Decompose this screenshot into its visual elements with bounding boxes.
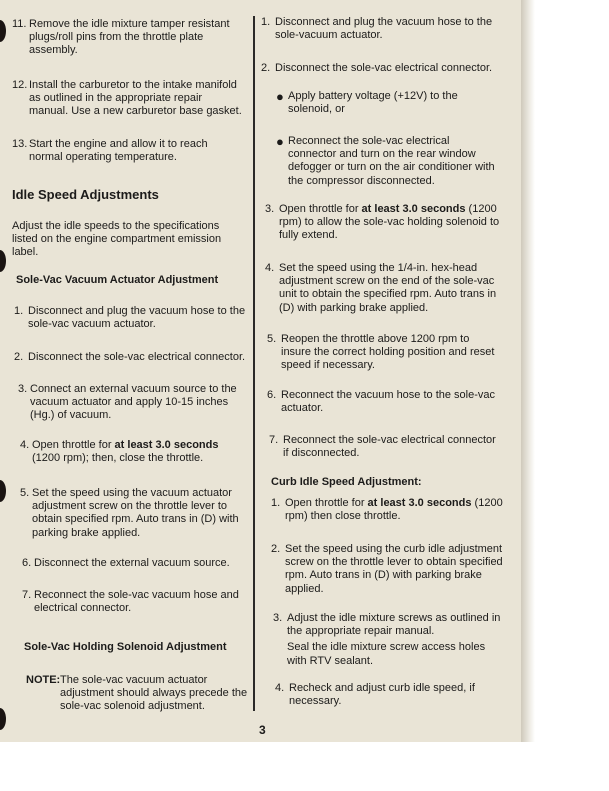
curb-step-4: 4. Recheck and adjust curb idle speed, if necessary. (275, 682, 475, 708)
solenoid-step-2: 2. Disconnect the sole-vac electrical connector. (261, 62, 493, 74)
column-divider (253, 16, 255, 711)
page-number: 3 (259, 723, 266, 737)
step-12: 12. Install the carburetor to the intake manifold as outlined in the appropriate repair manual. Use a new carburetor base gasket. (12, 79, 242, 118)
solenoid-step-3: 3. Open throttle for at least 3.0 seconds (1200 rpm) to allow the sole-vac holding solenoid to fully extend. (265, 203, 500, 242)
solenoid-step-1: 1. Disconnect and plug the vacuum hose to the sole-vacuum actuator. (261, 16, 493, 42)
solenoid-step-4: 4. Set the speed using the 1/4-in. hex-head adjustment screw on the end of the sole-vac unit to obtain the specified rpm. Auto trans in (D) with parking brake applied. (265, 262, 497, 314)
idle-speed-paragraph: Adjust the idle speeds to the specifications listed on the engine compartment emission label. (12, 220, 222, 259)
solenoid-step-7: 7. Reconnect the sole-vac electrical connector if disconnected. (269, 434, 496, 460)
actuator-step-1: 1. Disconnect and plug the vacuum hose to the sole-vac vacuum actuator. (14, 305, 246, 331)
binder-hole (0, 480, 6, 502)
curb-step-3: 3. Adjust the idle mixture screws as outlined in the appropriate repair manual. Seal the idle mixture screw access holes with RTV sealant. (273, 612, 501, 667)
curb-step-2: 2. Set the speed using the curb idle adjustment screw on the throttle lever to obtain specified rpm. Auto trans in (D) with parking brake applied. (271, 543, 503, 595)
actuator-step-7: 7. Reconnect the sole-vac vacuum hose and electrical connector. (22, 589, 239, 615)
binder-hole (0, 250, 6, 272)
solenoid-heading: Sole-Vac Holding Solenoid Adjustment (24, 641, 227, 653)
actuator-step-3: 3. Connect an external vacuum source to the vacuum actuator and apply 10-15 inches (Hg.) of vacuum. (18, 383, 237, 422)
step-13: 13. Start the engine and allow it to reach normal operating temperature. (12, 138, 208, 164)
binder-hole (0, 708, 6, 730)
bullet-reconnect: ● Reconnect the sole-vac electrical connector and turn on the rear window defogger or turn on the air conditioner with the compressor disconnected. (276, 134, 495, 187)
idle-speed-heading: Idle Speed Adjustments (12, 187, 159, 202)
bullet-battery: ● Apply battery voltage (+12V) to the solenoid, or (276, 89, 458, 116)
actuator-step-5: 5. Set the speed using the vacuum actuator adjustment screw on the throttle lever to obtain specified rpm. Auto trans in (D) with parking brake applied. (20, 487, 239, 539)
note: NOTE: The sole-vac vacuum actuator adjustment should always precede the sole-vac solenoid adjustment. (26, 674, 248, 713)
curb-step-1: 1. Open throttle for at least 3.0 seconds (1200 rpm) then close throttle. (271, 497, 503, 523)
actuator-step-2: 2. Disconnect the sole-vac electrical connector. (14, 351, 246, 363)
actuator-heading: Sole-Vac Vacuum Actuator Adjustment (16, 274, 219, 286)
step-11: 11. Remove the idle mixture tamper resistant plugs/roll pins from the throttle plate assembly. (12, 18, 230, 57)
solenoid-step-6: 6. Reconnect the vacuum hose to the sole-vac actuator. (267, 389, 496, 415)
page-edge (521, 0, 535, 742)
actuator-step-4: 4. Open throttle for at least 3.0 seconds (1200 rpm); then, close the throttle. (20, 439, 219, 465)
binder-hole (0, 20, 6, 42)
actuator-step-6: 6. Disconnect the external vacuum source. (22, 557, 230, 569)
solenoid-step-5: 5. Reopen the throttle above 1200 rpm to insure the correct holding position and reset speed if necessary. (267, 333, 495, 372)
curb-idle-heading: Curb Idle Speed Adjustment: (271, 476, 422, 488)
